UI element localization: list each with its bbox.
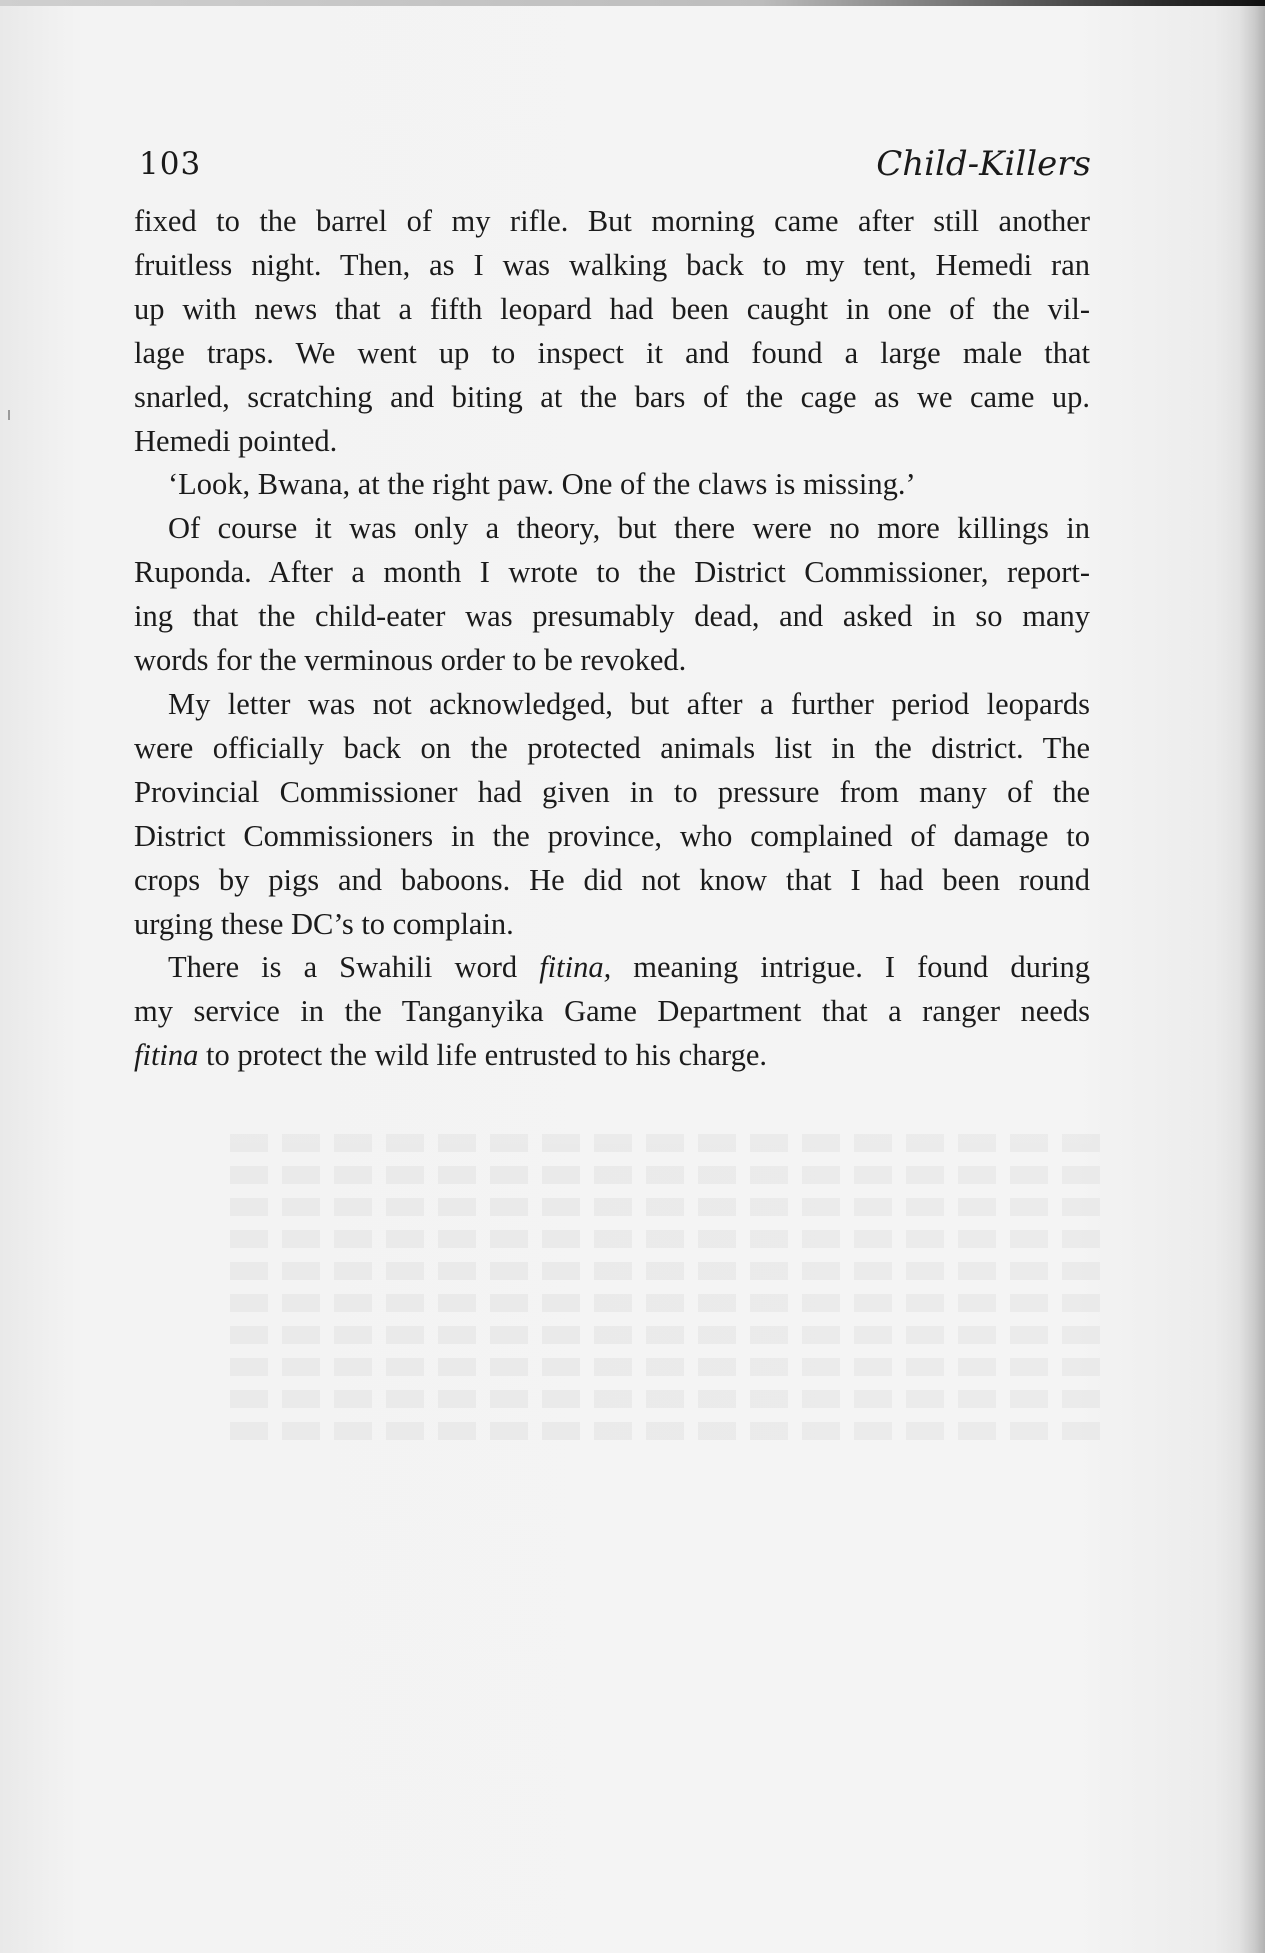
text-line: fixed to the barrel of my rifle. But morning came after still another bbox=[134, 204, 1090, 238]
text-line: up with news that a fifth leopard had been caught in one of the vil- bbox=[134, 291, 1090, 326]
page-gutter-shadow bbox=[1239, 0, 1265, 1953]
text-line bbox=[134, 1034, 1090, 1078]
show-through-line bbox=[220, 1134, 1100, 1152]
margin-mark bbox=[8, 410, 10, 420]
text-line: urging these DC’s to complain. bbox=[134, 906, 514, 941]
text-line: ing that the child-eater was presumably dead, and asked in so many bbox=[134, 599, 1090, 634]
page-number: 103 bbox=[139, 146, 202, 182]
paragraph bbox=[134, 507, 1090, 683]
show-through-line bbox=[220, 1326, 1100, 1344]
show-through-line bbox=[220, 1358, 1100, 1376]
show-through-line bbox=[220, 1294, 1100, 1312]
text-run: to protect the wild life entrusted to his charge. bbox=[198, 1038, 768, 1073]
paragraph bbox=[134, 463, 1090, 507]
text-line: snarled, scratching and biting at the bars of the cage as we came up. bbox=[134, 379, 1090, 414]
show-through-text bbox=[220, 1120, 1100, 1452]
text-line: my service in the Tanganyika Game Department that a ranger needs bbox=[134, 994, 1090, 1029]
paragraph bbox=[134, 946, 1090, 1078]
body-text bbox=[134, 200, 1090, 1078]
page-top-edge bbox=[0, 0, 1265, 6]
show-through-line bbox=[220, 1166, 1100, 1184]
paragraph bbox=[134, 683, 1090, 946]
text-run: There is a Swahili word bbox=[168, 950, 540, 985]
text-line: fruitless night. Then, as I was walking back to my tent, Hemedi ran bbox=[134, 247, 1090, 282]
text-line: Hemedi pointed. bbox=[134, 423, 338, 458]
show-through-line bbox=[220, 1262, 1100, 1280]
text-line: My letter was not acknowledged, but after a further period leopards bbox=[168, 686, 1090, 721]
italic-word: fitina bbox=[134, 1038, 199, 1073]
text-line: Of course it was only a theory, but there were no more killings in bbox=[168, 511, 1090, 546]
text-line bbox=[134, 946, 1090, 990]
text-line: lage traps. We went up to inspect it and found a large male that bbox=[134, 335, 1090, 370]
text-line: were officially back on the protected animals list in the district. The bbox=[134, 730, 1090, 765]
text-line: Provincial Commissioner had given in to pressure from many of the bbox=[134, 774, 1090, 809]
italic-word: fitina, bbox=[539, 950, 612, 985]
text-line: Ruponda. After a month I wrote to the District Commissioner, report- bbox=[134, 555, 1090, 590]
show-through-line bbox=[220, 1422, 1100, 1440]
text-run: meaning intrigue. I found during bbox=[611, 950, 1090, 985]
running-head: Child-Killers bbox=[876, 144, 1091, 184]
show-through-line bbox=[220, 1390, 1100, 1408]
text-line: words for the verminous order to be revoked. bbox=[134, 643, 687, 678]
text-line: crops by pigs and baboons. He did not know that I had been round bbox=[134, 862, 1090, 897]
show-through-line bbox=[220, 1198, 1100, 1216]
text-line: ‘Look, Bwana, at the right paw. One of the claws is missing.’ bbox=[168, 467, 916, 502]
show-through-line bbox=[220, 1230, 1100, 1248]
text-line: District Commissioners in the province, who complained of damage to bbox=[134, 818, 1090, 853]
paragraph bbox=[134, 200, 1090, 463]
page-header bbox=[139, 144, 1091, 194]
